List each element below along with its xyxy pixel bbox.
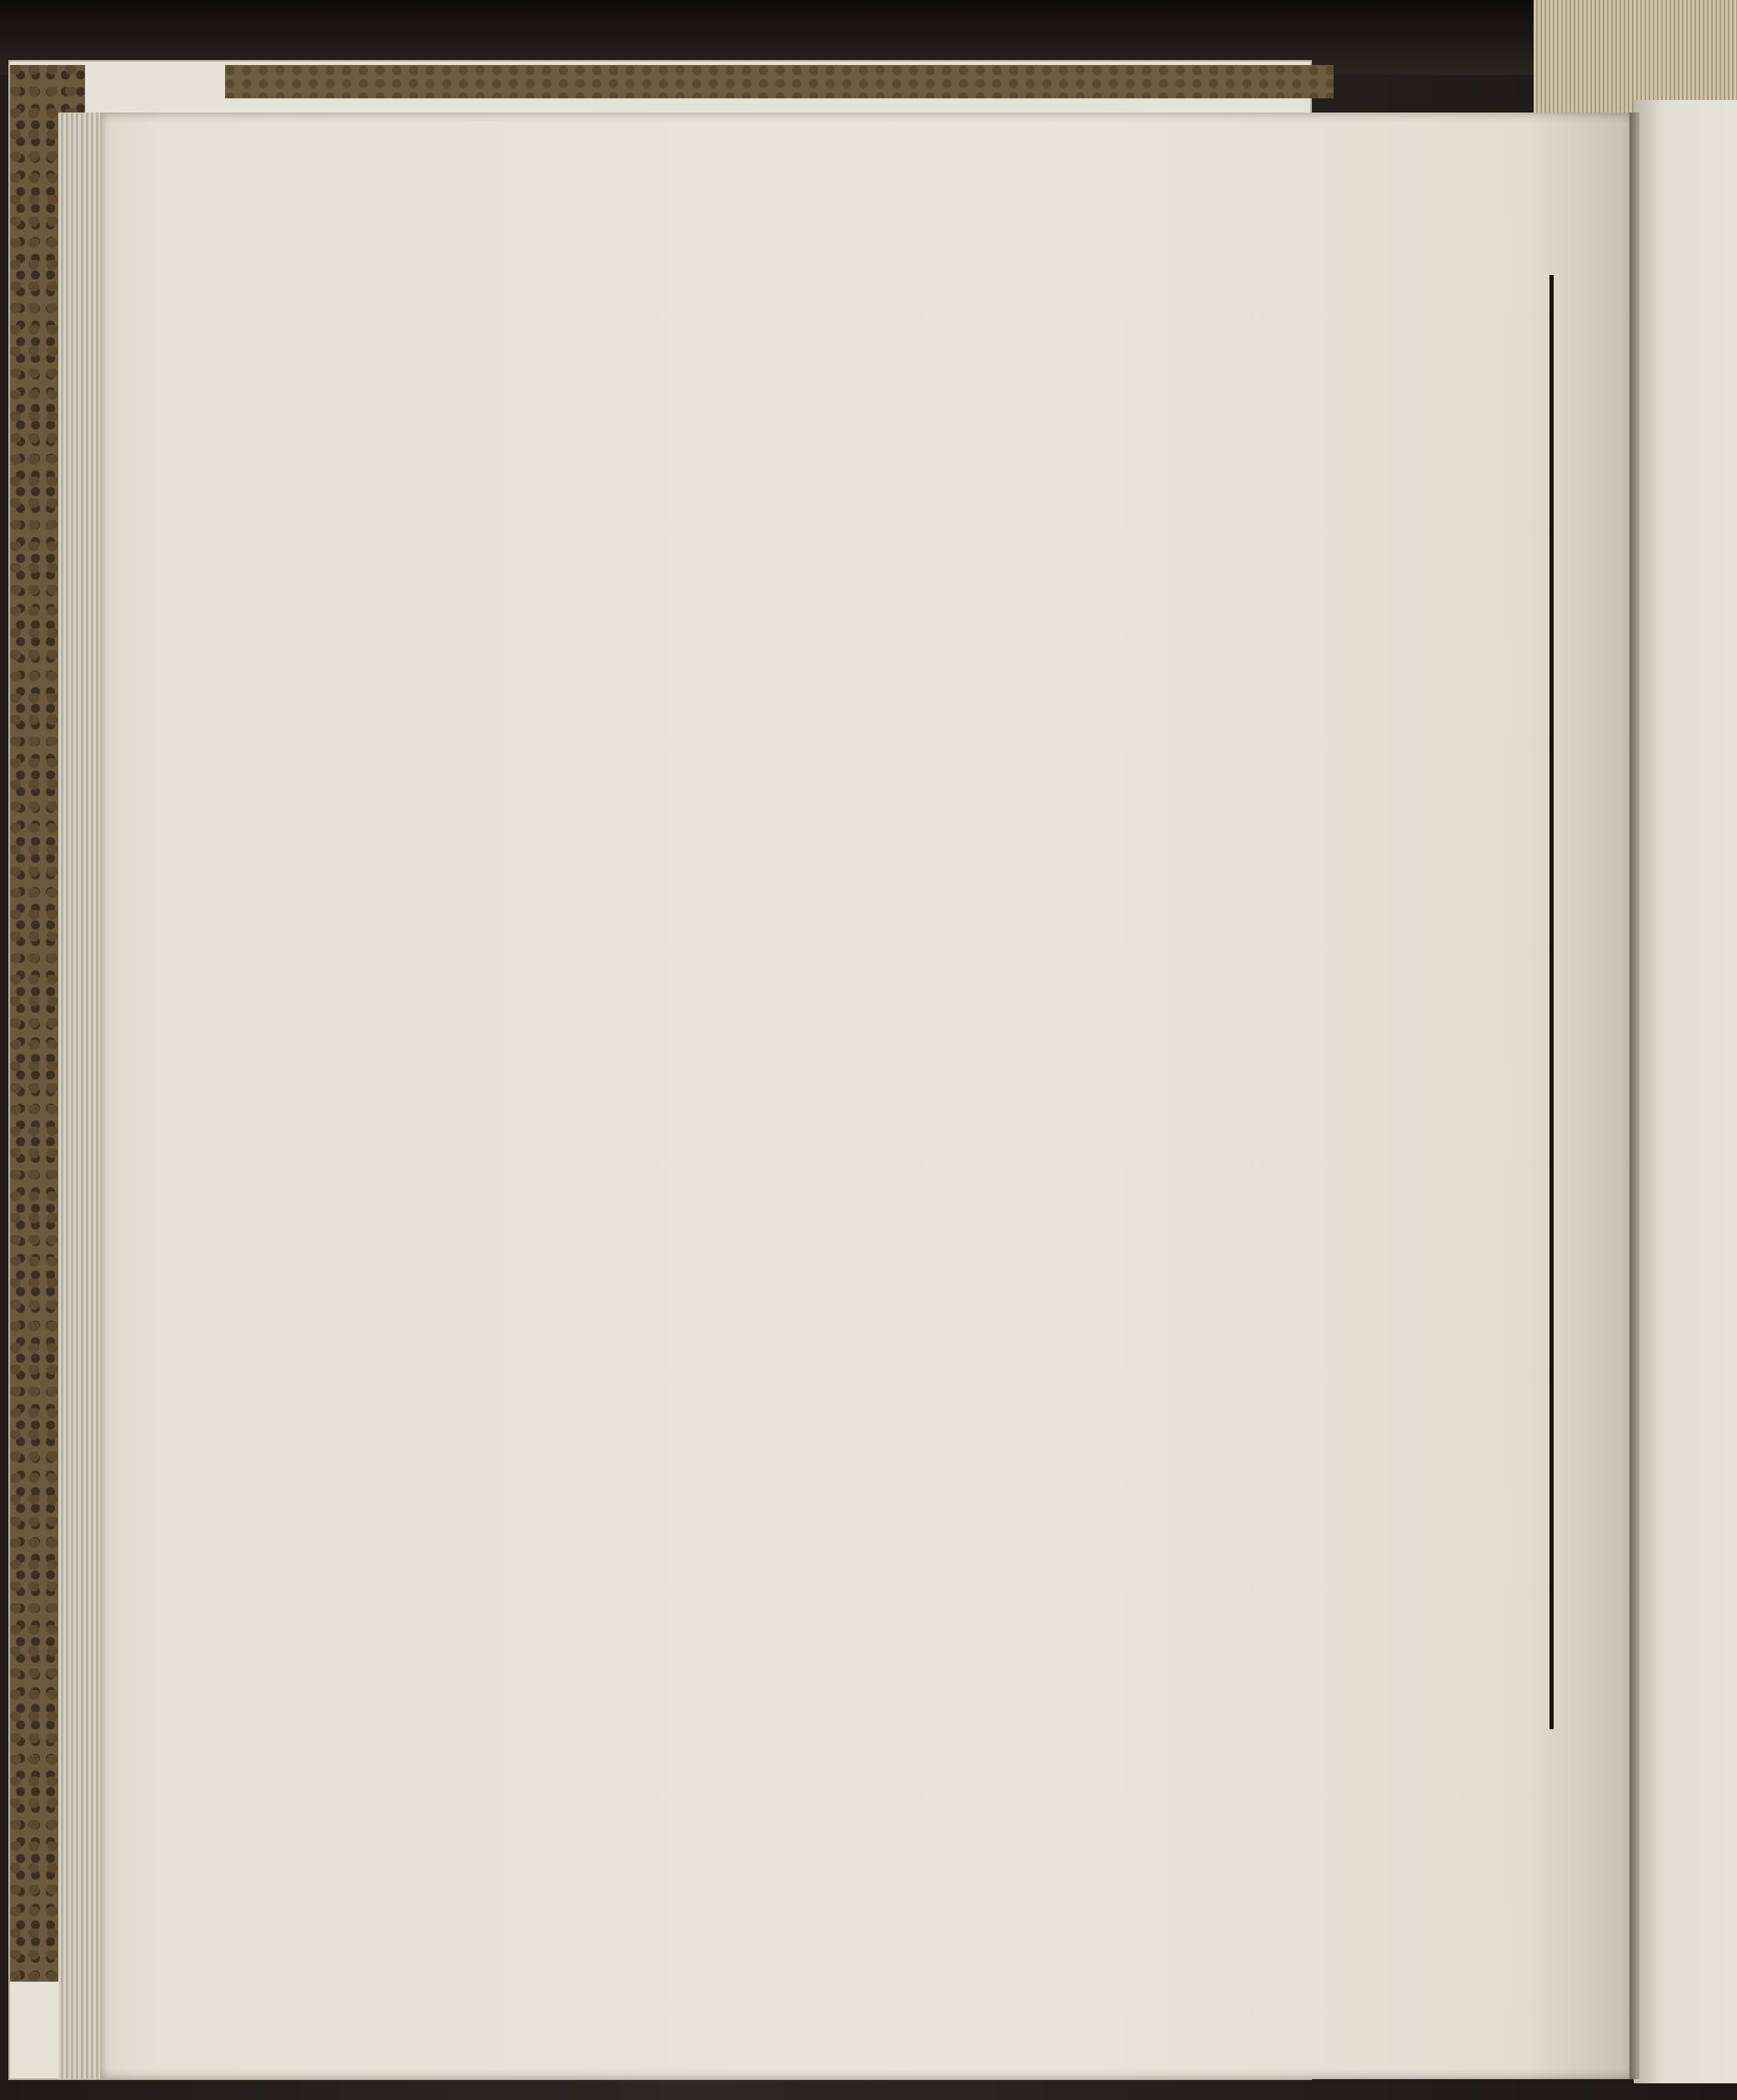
fleuron-border-icon: [523, 235, 1557, 295]
frame-rule: [1549, 275, 1554, 1729]
ornamental-frame: [398, 225, 1557, 1817]
facing-page: [1634, 100, 1737, 2083]
marbled-endpaper-top: [225, 65, 1334, 98]
fleuron-border-icon: [398, 225, 482, 1733]
page-gutter: [1629, 112, 1639, 2079]
fleuron-border-icon: [398, 1725, 1557, 1800]
book-edge-pages: [1534, 0, 1737, 117]
